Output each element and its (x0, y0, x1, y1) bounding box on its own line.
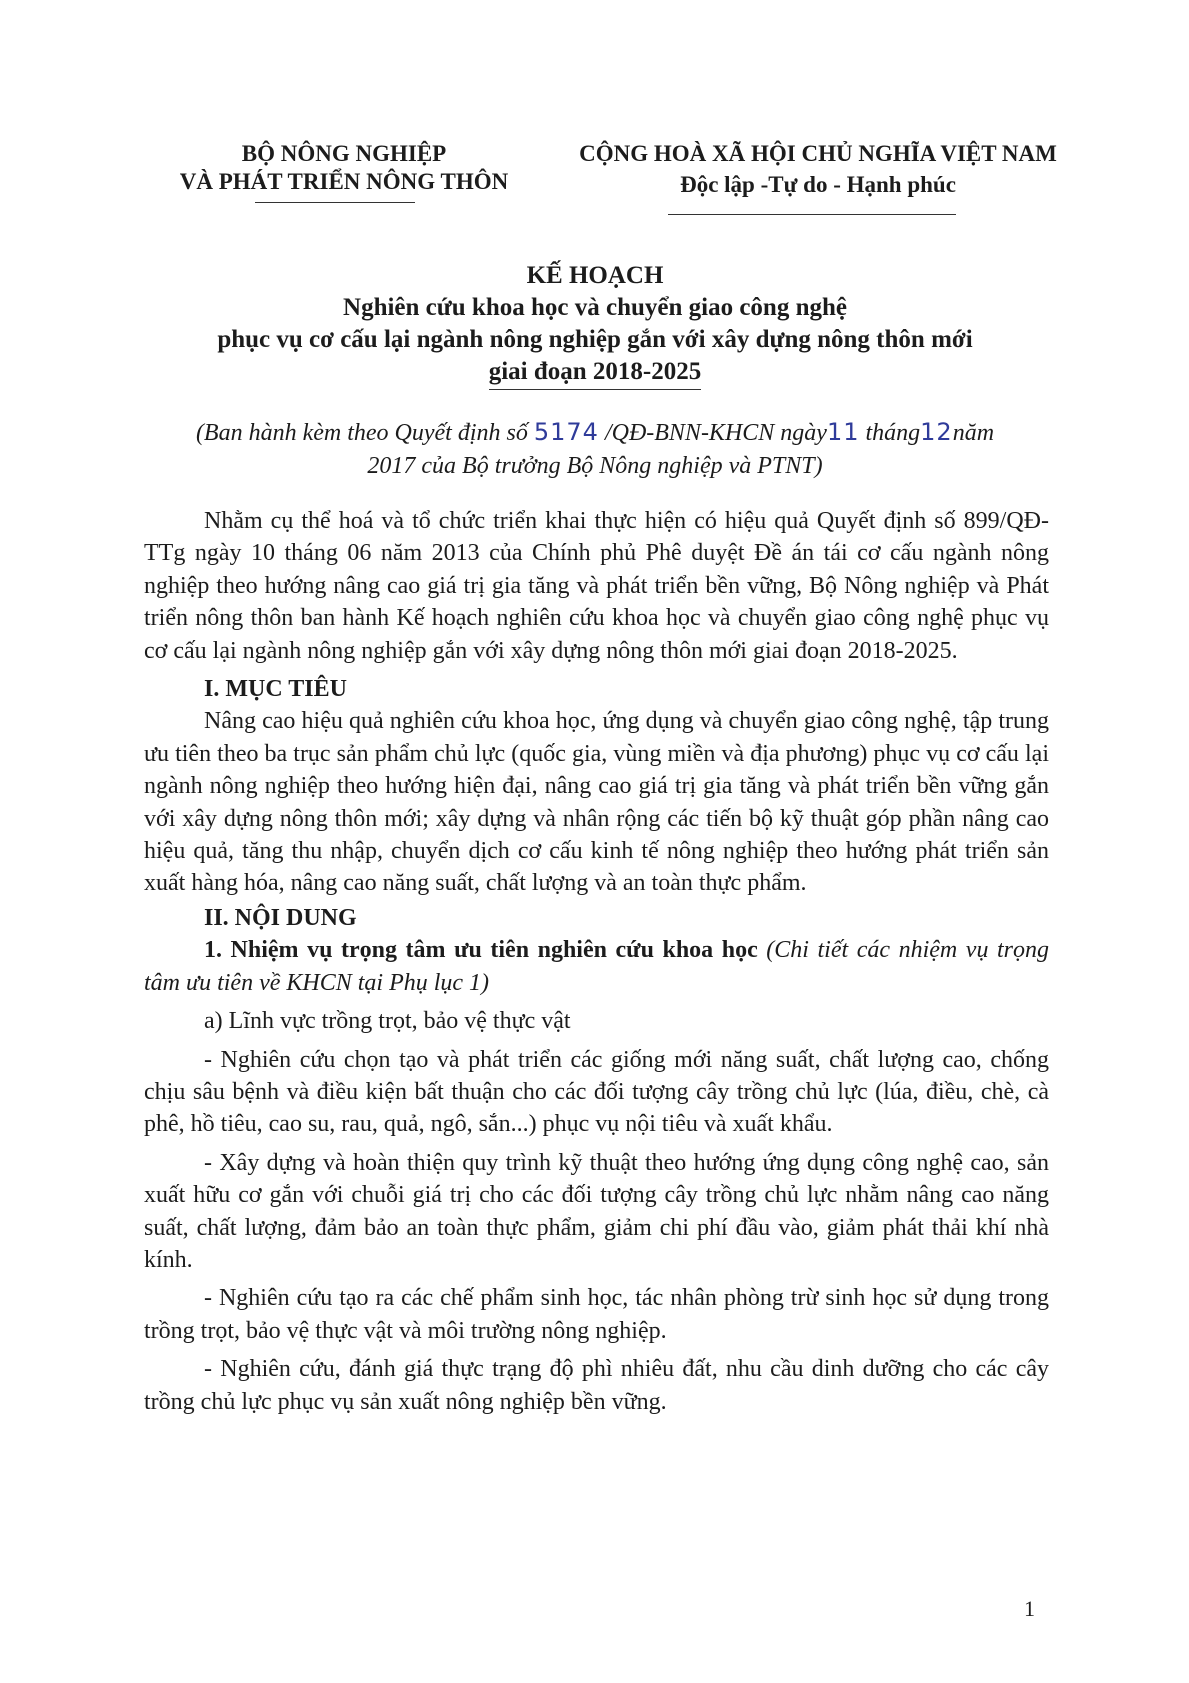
issue-month-handwritten: 12 (920, 418, 953, 446)
subsection-1-note: (Chi tiết các nhiệm vụ trọng tâm ưu tiên về KHCN tại Phụ lục 1) (144, 937, 1050, 996)
bullet-item: - Nghiên cứu, đánh giá thực trạng độ phì nhiêu đất, nhu cầu dinh dưỡng cho các cây trồng chủ lực phục vụ sản xuất nông nghiệp bền vững. (144, 1356, 1049, 1415)
page-number: 1 (1024, 1596, 1035, 1621)
subsection-1 (144, 934, 1049, 999)
issued-part-a: (Ban hành kèm theo Quyết định số (195, 420, 528, 446)
bullet-item: - Xây dựng và hoàn thiện quy trình kỹ thuật theo hướng ứng dụng công nghệ cao, sản xuất hữu cơ gắn với chuỗi giá trị cho các đối tượng cây trồng chủ lực nhằm nâng cao năng suất, chất lượng, đảm bảo an toàn thực phẩm, giảm chi phí đầu vào, giảm phát thải khí nhà kính. (144, 1149, 1049, 1273)
ministry-line-2: VÀ PHÁT TRIỂN NÔNG THÔN (179, 169, 509, 194)
ministry-line-1: BỘ NÔNG NGHIỆP (241, 141, 447, 166)
section-2-heading: II. NỘI DUNG (204, 904, 357, 931)
intro-paragraph: Nhằm cụ thể hoá và tổ chức triển khai thực hiện có hiệu quả Quyết định số 899/QĐ-TTg ngày 10 tháng 06 năm 2013 của Chính phủ Phê duyệt Đề án tái cơ cấu ngành nông nghiệp theo hướng nâng cao giá trị gia tăng và phát triển bền vững, Bộ Nông nghiệp và Phát triển nông thôn ban hành Kế hoạch nghiên cứu khoa học và chuyển giao công nghệ phục vụ cơ cấu lại ngành nông nghiệp gắn với xây dựng nông thôn mới giai đoạn 2018-2025. (144, 508, 1049, 664)
republic-header (568, 140, 1068, 199)
motto-underline (668, 214, 956, 215)
title-line-3: phục vụ cơ cấu lại ngành nông nghiệp gắn với xây dựng nông thôn mới (217, 326, 973, 353)
issued-line-2: 2017 của Bộ trưởng Bộ Nông nghiệp và PTNT) (367, 453, 823, 479)
decision-number-handwritten: 5174 (533, 418, 599, 446)
title-line-2: Nghiên cứu khoa học và chuyển giao công nghệ (343, 294, 847, 321)
title-period: giai đoạn 2018-2025 (489, 356, 702, 390)
issued-part-c: tháng (865, 420, 921, 446)
republic-name: CỘNG HOÀ XÃ HỘI CHỦ NGHĨA VIỆT NAM (579, 141, 1057, 166)
document-title (140, 260, 1050, 390)
issued-part-d: năm (952, 420, 995, 446)
item-a-heading: a) Lĩnh vực trồng trọt, bảo vệ thực vật (204, 1008, 571, 1035)
issued-part-b: /QĐ-BNN-KHCN ngày (604, 420, 827, 446)
national-motto: Độc lập -Tự do - Hạnh phúc (680, 172, 956, 197)
section-1-heading: I. MỤC TIÊU (204, 676, 347, 703)
issuance-note (140, 416, 1050, 483)
bullet-item: - Nghiên cứu tạo ra các chế phẩm sinh học, tác nhân phòng trừ sinh học sử dụng trong trồng trọt, bảo vệ thực vật và môi trường nông nghiệp. (144, 1285, 1049, 1344)
document-body (144, 505, 1049, 1418)
section-1-paragraph: Nâng cao hiệu quả nghiên cứu khoa học, ứng dụng và chuyển giao công nghệ, tập trung ưu tiên theo ba trục sản phẩm chủ lực (quốc gia, vùng miền và địa phương) phục vụ cơ cấu lại ngành nông nghiệp theo hướng hiện đại, nâng cao giá trị gia tăng và phát triển bền vững gắn với xây dựng nông thôn mới; xây dựng và nhân rộng các tiến bộ kỹ thuật góp phần nâng cao hiệu quả, tăng thu nhập, chuyển dịch cơ cấu kinh tế nông nghiệp theo hướng phát triển sản xuất hàng hóa, nâng cao năng suất, chất lượng và an toàn thực phẩm. (144, 708, 1049, 897)
title-plan: KẾ HOẠCH (526, 262, 664, 289)
ministry-underline (255, 202, 415, 203)
subsection-1-title: 1. Nhiệm vụ trọng tâm ưu tiên nghiên cứu khoa học (204, 937, 758, 964)
ministry-header (168, 140, 520, 196)
issue-day-handwritten: 11 (826, 418, 860, 446)
bullet-item: - Nghiên cứu chọn tạo và phát triển các giống mới năng suất, chất lượng cao, chống chịu sâu bệnh và điều kiện bất thuận cho các đối tượng cây trồng chủ lực (lúa, điều, chè, cà phê, hồ tiêu, cao su, rau, quả, ngô, sắn...) phục vụ nội tiêu và xuất khẩu. (144, 1046, 1049, 1138)
